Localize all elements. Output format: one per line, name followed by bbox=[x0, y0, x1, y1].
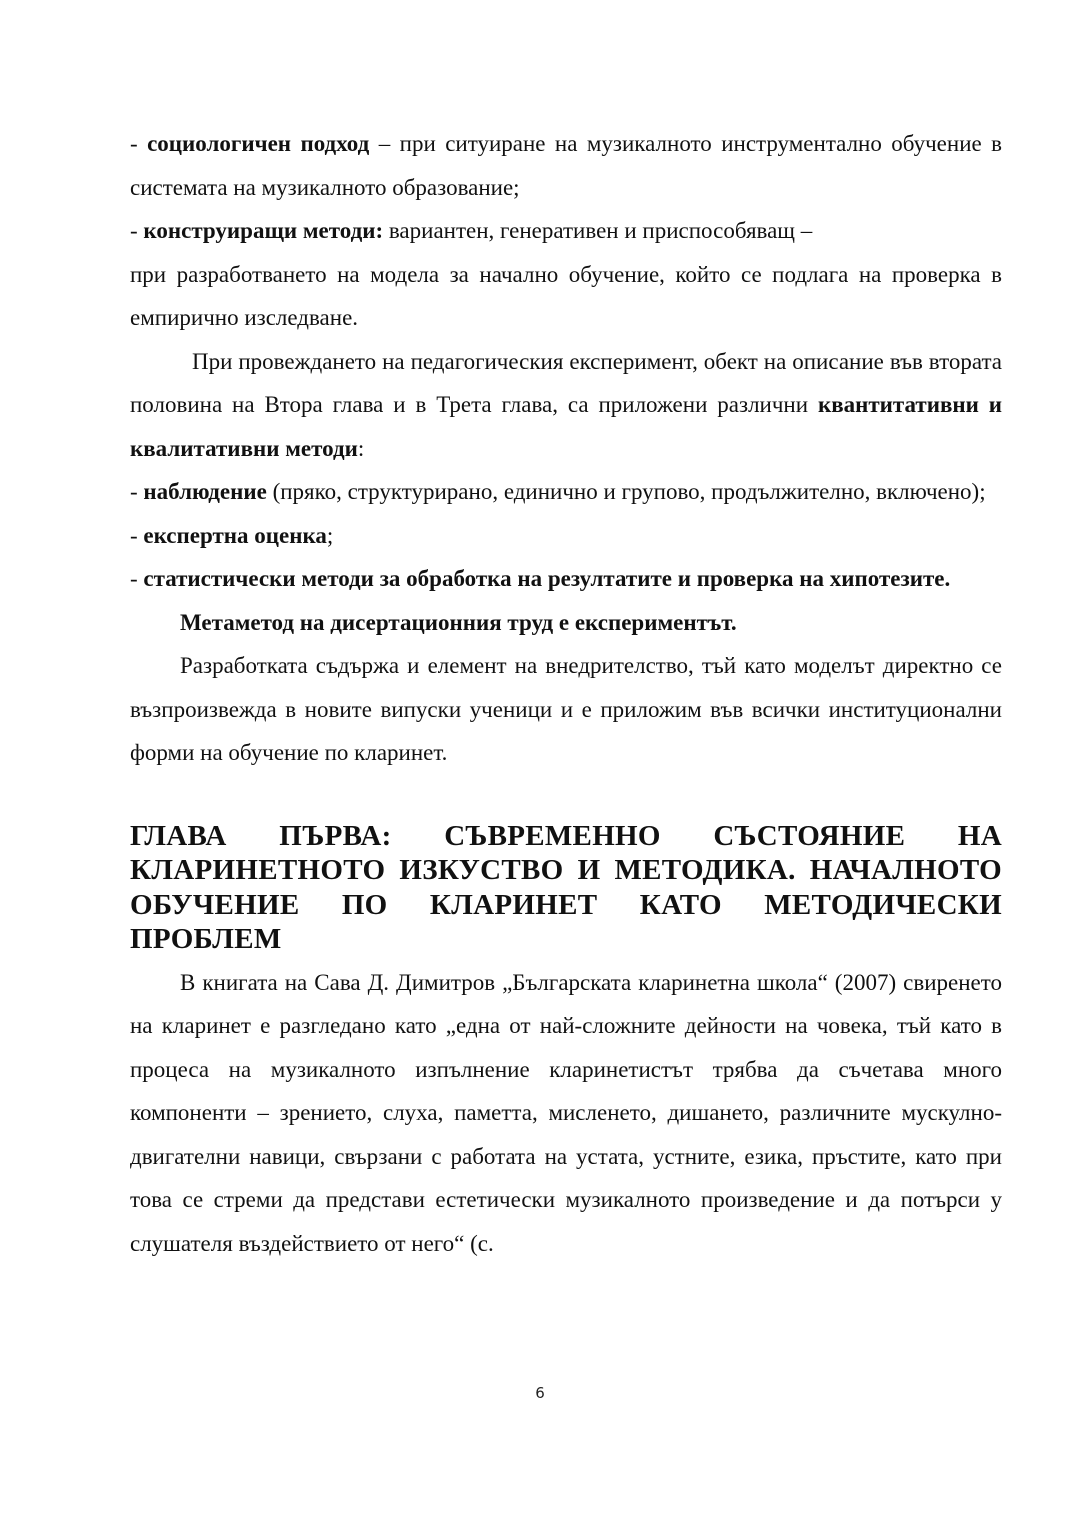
paragraph-text: При провеждането на педагогическия експеримент, обект на описание във втората половина на Втора глава и в Трета глава, са приложени различни bbox=[130, 348, 1002, 417]
document-page bbox=[130, 122, 1002, 1265]
bold-term: експертна оценка bbox=[143, 522, 327, 548]
bold-term: наблюдение bbox=[143, 479, 267, 504]
list-dash: - bbox=[130, 218, 144, 243]
paragraph-statistical-methods bbox=[130, 557, 1002, 601]
paragraph-text: ; bbox=[326, 522, 334, 548]
paragraph-constructing-methods bbox=[130, 209, 1002, 253]
paragraph-observation bbox=[130, 470, 1002, 514]
paragraph-sociological-approach bbox=[130, 122, 1002, 209]
list-dash: - bbox=[130, 566, 144, 591]
page-number: 6 bbox=[535, 1384, 545, 1402]
paragraph-text: – при ситуиране на музикалното инструментално обучение в системата на музикалното образование; bbox=[130, 131, 1002, 200]
bold-term: квантитативни и квалитативни методи bbox=[130, 392, 1003, 461]
paragraph-text: (пряко, структурирано, единично и групово, продължително, включено); bbox=[266, 479, 986, 504]
paragraph-model-development: при разработването на модела за начално обучение, който се подлага на проверка в емпирично изследване. bbox=[130, 261, 1002, 330]
paragraph-metamethod bbox=[130, 601, 1002, 645]
list-dash: - bbox=[130, 131, 148, 156]
bold-term: социологичен подход bbox=[147, 131, 370, 156]
bold-term: Метаметод на дисертационния труд е експериментът. bbox=[180, 609, 737, 635]
bold-term: статистически методи за обработка на резултатите и проверка на хипотезите. bbox=[143, 566, 951, 591]
paragraph-experiment bbox=[130, 340, 1002, 471]
bold-term: конструиращи методи: bbox=[143, 218, 384, 243]
chapter-first-paragraph: В книгата на Сава Д. Димитров „Българската кларинетна школа“ (2007) свиренето на кларинет е разгледано като „една от най-сложните дейности на човека, тъй като в процеса на музикалното изпълнение кларинетистът трябва да съчетава много компоненти – зрението, слуха, паметта, мисленето, дишането, различните мускулно-двигателни навици, свързани с работата на устата, устните, езика, пръстите, като при това се стреми да представи естетически музикалното произведение и да потърси у слушателя въздействието от него“ (с. bbox=[130, 969, 1002, 1256]
list-dash: - bbox=[130, 522, 144, 548]
list-dash: - bbox=[130, 479, 144, 504]
paragraph-text: : bbox=[357, 435, 365, 461]
paragraph-text: вариантен, генеративен и приспособяващ – bbox=[383, 218, 813, 243]
paragraph-implementation: Разработката съдържа и елемент на внедрителство, тъй като моделът директно се възпроизвежда в новите випуски ученици и е приложим във всички институционални форми на обучение по кларинет. bbox=[130, 653, 1002, 765]
chapter-heading: ГЛАВА ПЪРВА: СЪВРЕМЕННО СЪСТОЯНИЕ НА КЛАРИНЕТНОТО ИЗКУСТВО И МЕТОДИКА. НАЧАЛНОТО ОБУЧЕНИЕ ПО КЛАРИНЕТ КАТО МЕТОДИЧЕСКИ ПРОБЛЕМ bbox=[130, 819, 1002, 955]
paragraph-expert-assessment bbox=[130, 514, 1002, 558]
